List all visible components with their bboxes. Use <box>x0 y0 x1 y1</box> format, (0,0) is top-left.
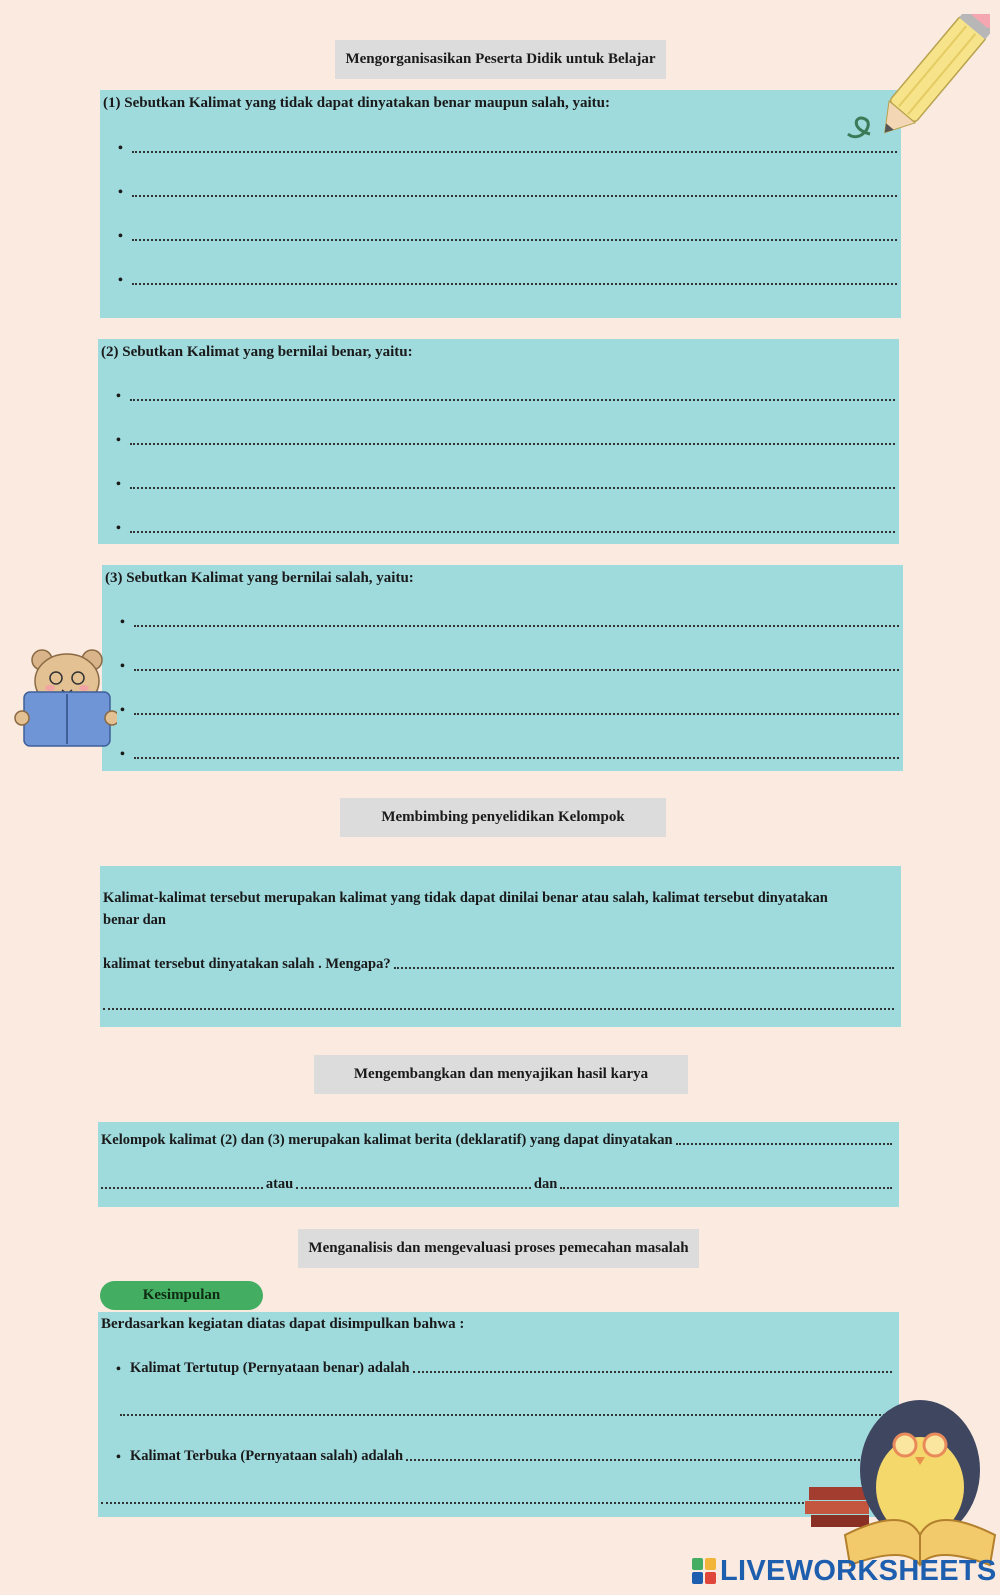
question-1-panel <box>100 90 901 318</box>
dotted-line <box>101 1494 892 1504</box>
develop-panel <box>98 1122 899 1207</box>
dotted-line <box>130 433 895 445</box>
bullet: • <box>120 703 125 718</box>
bullet: • <box>120 659 125 674</box>
dotted-line <box>676 1135 892 1145</box>
bullet: • <box>118 273 123 288</box>
bullet: • <box>116 1362 121 1377</box>
answer-2-3-field[interactable] <box>116 472 895 492</box>
dotted-line <box>132 229 897 241</box>
bullet: • <box>120 615 125 630</box>
answer-2-1-field[interactable] <box>116 384 895 404</box>
bullet: • <box>118 185 123 200</box>
dotted-line <box>130 389 895 401</box>
bullet: • <box>116 477 121 492</box>
dotted-line <box>134 703 899 715</box>
dotted-line <box>296 1179 531 1189</box>
open-sentence-label: Kalimat Terbuka (Pernyataan salah) adalah <box>130 1448 404 1464</box>
declarative-answer-field[interactable] <box>101 1132 895 1149</box>
answer-3-2-field[interactable] <box>120 654 899 674</box>
answer-2-2-field[interactable] <box>116 428 895 448</box>
bullet: • <box>116 389 121 404</box>
section-title-investigation: Membimbing penyelidikan Kelompok <box>340 798 666 837</box>
question-3-prompt: (3) Sebutkan Kalimat yang bernilai salah, yaitu: <box>105 570 414 586</box>
investigation-panel <box>100 866 901 1027</box>
section-title-analyze: Menganalisis dan mengevaluasi proses pemecahan masalah <box>298 1229 699 1268</box>
reason-answer-field-2[interactable] <box>103 998 897 1014</box>
dotted-line <box>134 615 899 627</box>
bullet: • <box>116 521 121 536</box>
dotted-line <box>413 1363 892 1373</box>
answer-1-1-field[interactable] <box>118 136 897 156</box>
bear-reading-icon <box>12 648 117 750</box>
question-1-prompt: (1) Sebutkan Kalimat yang tidak dapat dinyatakan benar maupun salah, yaitu: <box>103 95 610 111</box>
bullet: • <box>118 229 123 244</box>
open-sentence-answer-2[interactable] <box>101 1492 895 1508</box>
investigation-text-line1: Kalimat-kalimat tersebut merupakan kalimat yang tidak dapat dinilai benar atau salah, kalimat tersebut dinyatakan <box>103 890 828 906</box>
dotted-line <box>130 521 895 533</box>
liveworksheets-logo-text: LIVEWORKSHEETS <box>720 1554 997 1587</box>
closed-sentence-answer[interactable] <box>116 1360 895 1377</box>
liveworksheets-logo-icon <box>692 1558 716 1584</box>
pencil-icon <box>830 14 990 154</box>
section-title-develop: Mengembangkan dan menyajikan hasil karya <box>314 1055 688 1094</box>
answer-3-4-field[interactable] <box>120 742 899 762</box>
dotted-line <box>132 141 897 153</box>
closed-sentence-label: Kalimat Tertutup (Pernyataan benar) adalah <box>130 1360 410 1376</box>
dotted-line <box>134 747 899 759</box>
conclusion-panel <box>98 1312 899 1517</box>
dotted-line <box>120 1406 892 1416</box>
answer-2-4-field[interactable] <box>116 516 895 536</box>
answer-1-2-field[interactable] <box>118 180 897 200</box>
question-3-panel <box>102 565 903 771</box>
conclusion-intro: Berdasarkan kegiatan diatas dapat disimpulkan bahwa : <box>101 1316 465 1332</box>
question-2-prompt: (2) Sebutkan Kalimat yang bernilai benar, yaitu: <box>101 344 413 360</box>
liveworksheets-logo <box>692 1556 997 1586</box>
reason-answer-field[interactable] <box>103 956 897 973</box>
conclusion-pill: Kesimpulan <box>100 1281 263 1310</box>
investigation-question: kalimat tersebut dinyatakan salah . Mengapa? <box>103 956 391 972</box>
open-sentence-answer[interactable] <box>116 1448 895 1465</box>
declarative-options-row[interactable] <box>101 1176 895 1193</box>
bullet: • <box>116 1450 121 1465</box>
answer-1-3-field[interactable] <box>118 224 897 244</box>
closed-sentence-answer-2[interactable] <box>120 1404 895 1420</box>
dotted-line <box>132 185 897 197</box>
dotted-line <box>132 273 897 285</box>
bullet: • <box>116 433 121 448</box>
bullet: • <box>118 141 123 156</box>
dotted-line <box>560 1179 892 1189</box>
dotted-line <box>394 959 894 969</box>
answer-3-1-field[interactable] <box>120 610 899 630</box>
word-atau: atau <box>265 1176 294 1192</box>
answer-1-4-field[interactable] <box>118 268 897 288</box>
bullet: • <box>120 747 125 762</box>
dotted-line <box>130 477 895 489</box>
dotted-line <box>134 659 899 671</box>
investigation-text-line2: benar dan <box>103 912 166 928</box>
develop-text-line1: Kelompok kalimat (2) dan (3) merupakan kalimat berita (deklaratif) yang dapat dinyatakan <box>101 1132 673 1148</box>
dotted-line <box>101 1179 263 1189</box>
penguin-reading-icon <box>805 1395 1000 1570</box>
question-2-panel <box>98 339 899 544</box>
section-title-organize: Mengorganisasikan Peserta Didik untuk Belajar <box>335 40 666 79</box>
answer-3-3-field[interactable] <box>120 698 899 718</box>
dotted-line <box>103 1000 894 1010</box>
word-dan: dan <box>533 1176 558 1192</box>
